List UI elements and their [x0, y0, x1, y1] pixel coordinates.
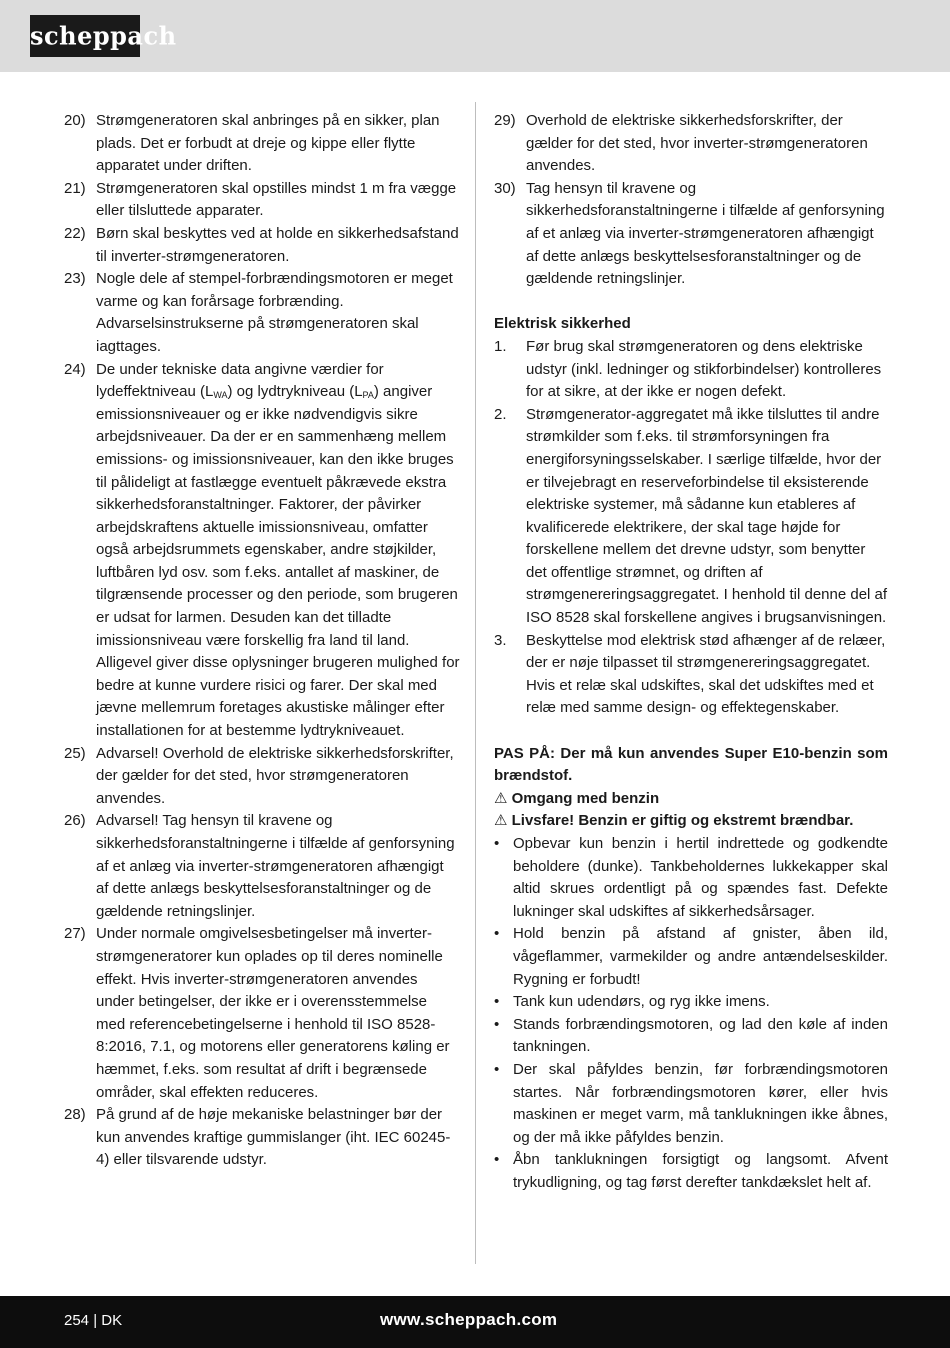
text-part: ) angiver emissionsniveauer og er ikke nødvendigvis sikre arbejdsniveauer. Da der er en sammenhæng mellem emissions- og imissionsniveauer, kan den ikke bruges til pålideligt at fastlægge eventuelt påkrævede ekstra sikkerhedsforanstaltninger. Faktorer, der påvirker arbejdskraftens aktuelle imissionsniveau, omfatter også arbejdsrummets egenskaber, andre støjkilder, luftbåren lyd osv. som f.eks. antallet af maskiner, de tilgrænsende processer og den periode, som brugeren er udsat for larmen. Desuden kan det tilladte imissionsniveau være forskellig fra land til land. Alligevel giver disse oplysninger brugeren mulighed for bedre at kunne vurdere risici og farer. Der skal med jævne mellemrum foretages akustiske målinger efter installationen for at bestemme lydtrykniveauet.: [96, 383, 460, 740]
page-separator: |: [93, 1312, 98, 1329]
item-number: 21): [64, 179, 86, 197]
item-text: Advarsel! Overhold de elektriske sikkerhedsforskrifter, der gælder for det sted, hvor strømgeneratoren anvendes.: [96, 744, 454, 807]
bullet-text: Hold benzin på afstand af gnister, åben ild, vågeflammer, varmekilder og andre antændelseskilder. Rygning er forbudt!: [513, 925, 888, 988]
right-column: [494, 110, 888, 1195]
item-text: Tag hensyn til kravene og sikkerhedsforanstaltningerne i tilfælde af genforsyning af et anlæg via inverter-strømgeneratoren afhængigt af dette anlægs beskyttelsesforanstaltninger og de gældende retningslinjer.: [526, 179, 885, 288]
text-part: De under tekniske data angivne værdier for lydeffektniveau (L: [96, 360, 384, 401]
bullet-text: Stands forbrændingsmotoren, og lad den køle af inden tankningen.: [513, 1015, 888, 1056]
safety-list-left: [64, 110, 460, 1172]
item-number: 3.: [494, 631, 507, 649]
fuel-warning: PAS PÅ: Der må kun anvendes Super E10-benzin som brændstof.: [494, 744, 888, 785]
list-item: [64, 223, 460, 268]
warning-icon: ⚠: [494, 812, 508, 830]
subscript-pa: PA: [362, 390, 374, 401]
column-divider: [475, 102, 476, 1264]
warning-icon: ⚠: [494, 789, 508, 807]
item-number: 2.: [494, 405, 507, 423]
item-text: Strømgenerator-aggregatet må ikke tilsluttes til andre strømkilder som f.eks. til strømforsyningen fra energiforsyningsselskaber. I særlige tilfælde, hvor der er tilvejebragt en reserveforbindelse til eksisterende elektriske systemer, må sådanne kun etableres af kvalificerede elektrikere, der skal tage højde for forskellene mellem det drevne udstyr, som benytter det offentlige strømnet, og driften af strømgenereringsaggregatet. I henhold til denne del af ISO 8528 skal forskellene angives i brugsanvisningen.: [526, 405, 888, 627]
list-item: [494, 833, 888, 923]
bullet-text: Tank kun udendørs, og ryg ikke imens.: [513, 993, 770, 1011]
bullet-icon: •: [494, 835, 500, 852]
bullet-icon: •: [494, 1060, 500, 1078]
left-column: [64, 110, 460, 1172]
list-item: [64, 923, 460, 1104]
safety-list-right: [494, 110, 888, 291]
list-item: [64, 743, 460, 811]
item-number: 25): [64, 744, 86, 762]
item-number: 27): [64, 925, 86, 943]
item-number: 20): [64, 112, 86, 129]
bullet-text: Opbevar kun benzin i hertil indrettede og godkendte beholdere (dunke). Tankbeholdernes lukkekapper skal altid skrues ordentligt på og spændes fast. Defekte lukninger skal udskiftes af sikkerhedsårsager.: [513, 835, 888, 920]
item-text-noise-levels: [96, 359, 460, 743]
petrol-bullets: [494, 833, 888, 1195]
item-text: Nogle dele af stempel-forbrændingsmotoren er meget varme og kan forårsage forbrænding. Advarselsinstrukserne på strømgeneratoren skal iagttages.: [96, 270, 453, 355]
language-code: DK: [101, 1312, 123, 1329]
list-item: [494, 630, 888, 720]
section-heading-electrical: Elektrisk sikkerhed: [494, 315, 631, 333]
list-item: [64, 1104, 460, 1172]
list-item: [494, 923, 888, 991]
bullet-icon: •: [494, 1015, 500, 1033]
website-url: www.scheppach.com: [380, 1310, 558, 1329]
subscript-wa: WA: [213, 390, 228, 401]
item-number: 23): [64, 270, 86, 288]
electrical-list: [494, 336, 888, 720]
danger-text: Livsfare! Benzin er giftig og ekstremt brændbar.: [511, 812, 854, 830]
list-item: [64, 178, 460, 223]
item-text: Børn skal beskyttes ved at holde en sikkerhedsafstand til inverter-strømgeneratoren.: [96, 224, 459, 265]
item-number: 30): [494, 179, 516, 197]
list-item: [64, 268, 460, 358]
danger-notice: [494, 810, 888, 833]
item-text: Advarsel! Tag hensyn til kravene og sikkerhedsforanstaltningerne i tilfælde af genforsyning af et anlæg via inverter-strømgeneratoren afhængigt af dette anlægs beskyttelsesforanstaltninger og de gældende retningslinjer.: [96, 812, 455, 920]
list-item: [64, 810, 460, 923]
list-item: [494, 1059, 888, 1149]
item-number: 29): [494, 112, 516, 129]
item-text: Før brug skal strømgeneratoren og dens elektriske udstyr (inkl. ledninger og stikforbindelser) kontrolleres for at sikre, at der ikke er nogen defekt.: [526, 337, 882, 401]
petrol-section: [494, 743, 888, 1195]
list-item: [494, 178, 888, 291]
item-text: Strømgeneratoren skal anbringes på en sikker, plan plads. Det er forbudt at dreje og kippe eller flytte apparatet under driften.: [96, 112, 440, 175]
page-footer: [0, 1296, 950, 1348]
item-text: Under normale omgivelsesbetingelser må inverter-strømgeneratorer kun oplades op til deres nominelle effekt. Hvis inverter-strømgeneratoren anvendes under betingelser, der ikke er i overensstemmelse med referencebetingelserne i henhold til ISO 8528-8:2016, 7.1, og motorens eller generatorens køling er hæmmet, f.eks. som resultat af drift i begrænsede områder, skal effekten reduceres.: [96, 925, 450, 1101]
petrol-subheading: [494, 788, 888, 811]
bullet-icon: •: [494, 993, 500, 1011]
item-number: 28): [64, 1106, 86, 1124]
list-item: [494, 110, 888, 178]
page-header: [0, 0, 950, 72]
list-item: [494, 1149, 888, 1194]
item-number: 1.: [494, 337, 507, 355]
item-number: 22): [64, 224, 86, 242]
bullet-icon: •: [494, 1151, 500, 1169]
item-text: Strømgeneratoren skal opstilles mindst 1 m fra vægge eller tilsluttede apparater.: [96, 179, 457, 220]
list-item: [494, 404, 888, 630]
list-item: [494, 991, 888, 1014]
bullet-icon: •: [494, 925, 500, 943]
list-item: [494, 1014, 888, 1059]
page-number: 254: [64, 1312, 90, 1329]
item-text: Beskyttelse mod elektrisk stød afhænger af de relæer, der er nøje tilpasset til strømgenereringsaggregatet. Hvis et relæ skal udskiftes, skal det udskiftes med et relæ med samme design- og effektegenskaber.: [526, 631, 886, 717]
bullet-text: Åbn tanklukningen forsigtigt og langsomt. Afvent trykudligning, og tag først derefter tankdækslet helt af.: [513, 1151, 888, 1191]
scheppach-logo: scheppach: [30, 15, 140, 57]
list-item: [64, 110, 460, 178]
text-part: ) og lydtrykniveau (L: [227, 383, 363, 401]
list-item: [64, 359, 460, 743]
item-text: Overhold de elektriske sikkerhedsforskrifter, der gælder for det sted, hvor inverter-strømgeneratoren anvendes.: [526, 112, 868, 175]
bullet-text: Der skal påfyldes benzin, før forbrændingsmotoren startes. Når forbrændingsmotoren kører, eller hvis maskinen er meget varm, må tanklukningen ikke åbnes, og der må ikke påfyldes benzin.: [513, 1060, 888, 1146]
item-text: På grund af de høje mekaniske belastninger bør der kun anvendes kraftige gummislanger (iht. IEC 60245-4) eller tilsvarende udstyr.: [96, 1106, 451, 1169]
item-number: 24): [64, 360, 86, 378]
item-number: 26): [64, 812, 86, 830]
subheading-text: Omgang med benzin: [511, 789, 660, 807]
page-indicator: [64, 1310, 122, 1332]
list-item: [494, 336, 888, 404]
